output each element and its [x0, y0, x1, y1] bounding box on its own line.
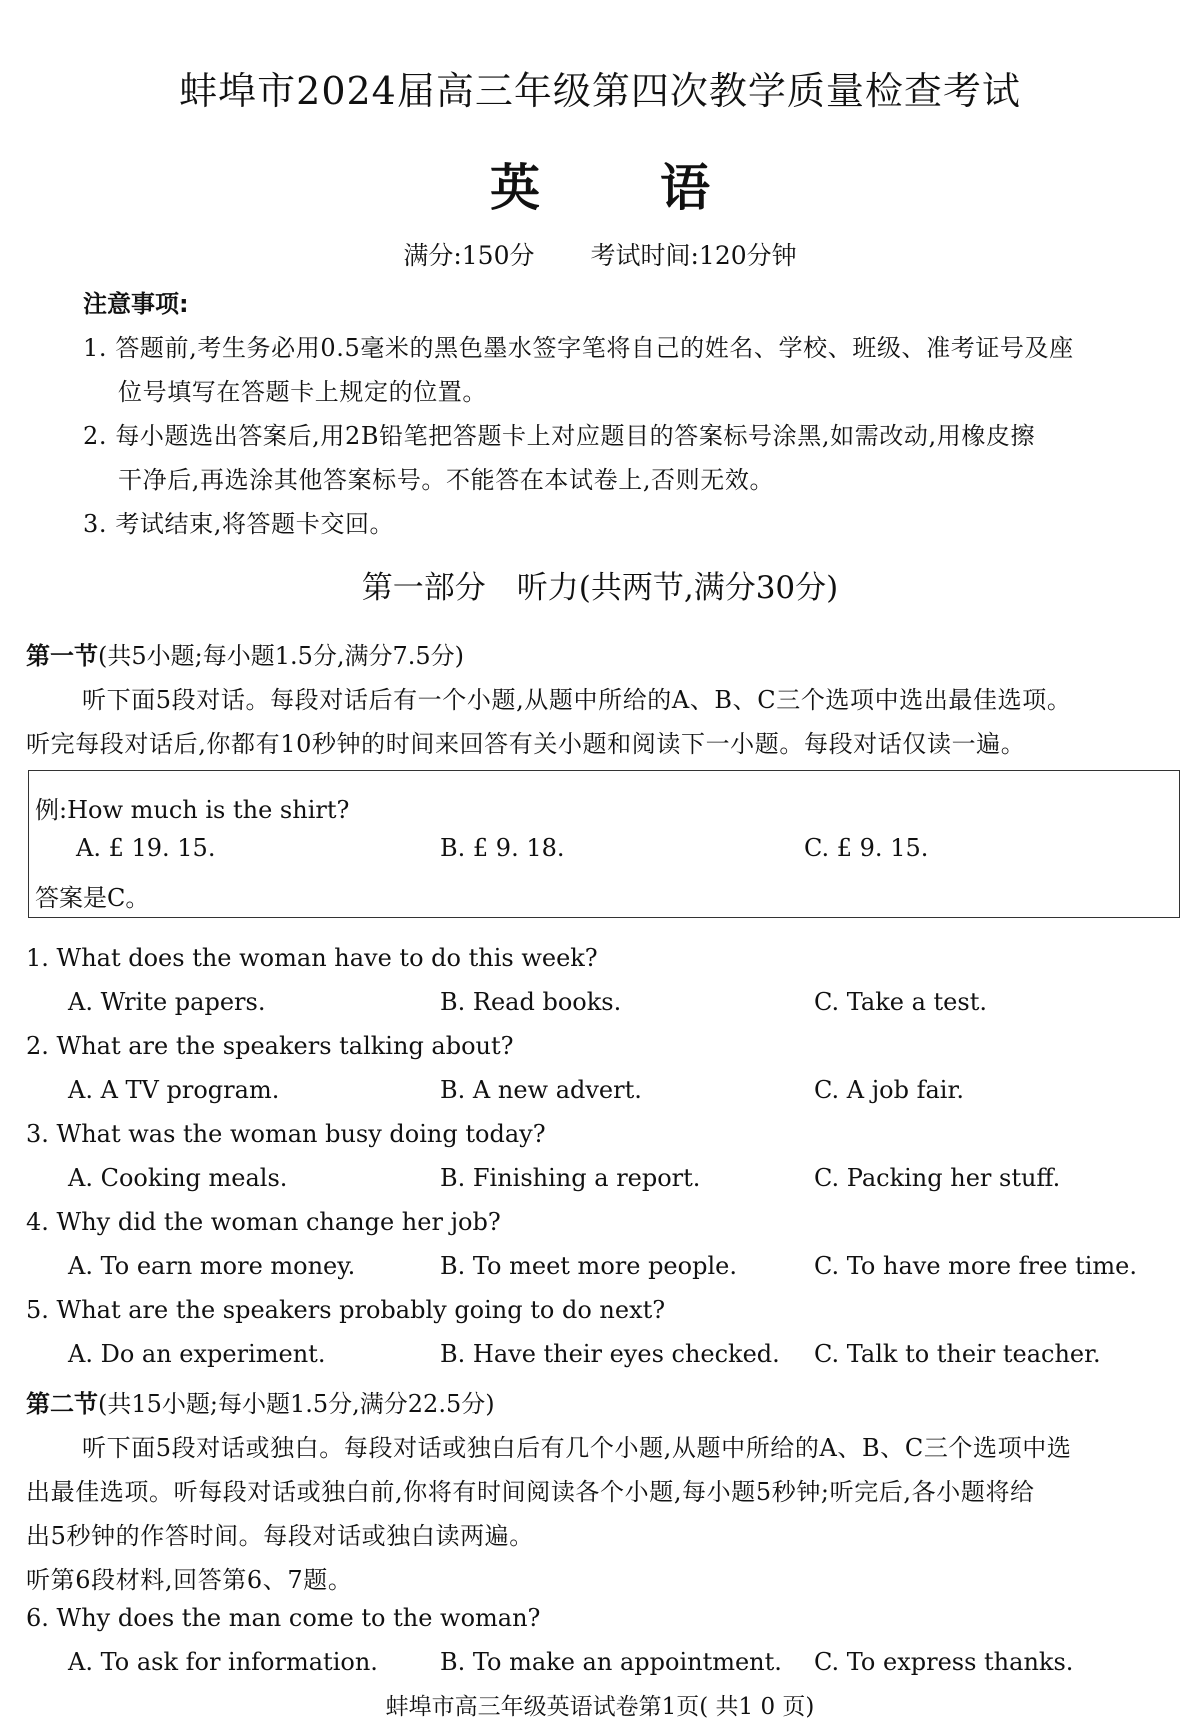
section-one-instruction-2: 听完每段对话后,你都有10秒钟的时间来回答有关小题和阅读下一小题。每段对话仅读一遍。: [26, 730, 1026, 758]
note-1-line-1: 1. 答题前,考生务必用0.5毫米的黑色墨水签字笔将自己的姓名、学校、班级、准考证号及座: [83, 334, 1074, 362]
section-two-info: (共15小题;每小题1.5分,满分22.5分): [98, 1390, 495, 1418]
section-two-instruction-2: 出最佳选项。听每段对话或独白前,你将有时间阅读各个小题,每小题5秒钟;听完后,各小题将给: [26, 1478, 1035, 1506]
question-1-option-a: A. Write papers.: [68, 988, 266, 1016]
note-2-line-1: 2. 每小题选出答案后,用2B铅笔把答题卡上对应题目的答案标号涂黑,如需改动,用橡皮擦: [83, 422, 1036, 450]
question-4: 4. Why did the woman change her job?: [26, 1208, 501, 1236]
exam-title: 蚌埠市2024届高三年级第四次教学质量检查考试: [179, 69, 1021, 113]
full-score: 满分:150分: [403, 241, 535, 270]
question-5-option-a: A. Do an experiment.: [68, 1340, 326, 1368]
example-option-b: B. £ 9. 18.: [440, 834, 565, 862]
question-2: 2. What are the speakers talking about?: [26, 1032, 514, 1060]
question-1: 1. What does the woman have to do this week?: [26, 944, 598, 972]
note-1-line-2: 位号填写在答题卡上规定的位置。: [118, 378, 487, 406]
question-6-option-a: A. To ask for information.: [68, 1648, 378, 1676]
question-3-option-a: A. Cooking meals.: [68, 1164, 288, 1192]
question-5-option-b: B. Have their eyes checked.: [440, 1340, 780, 1368]
question-2-option-b: B. A new advert.: [440, 1076, 642, 1104]
note-3: 3. 考试结束,将答题卡交回。: [83, 510, 395, 538]
subject-title: [0, 148, 1200, 220]
section-two-instruction-1: 听下面5段对话或独白。每段对话或独白后有几个小题,从题中所给的A、B、C三个选项中选: [82, 1434, 1072, 1462]
part-one-title: 第一部分 听力(共两节,满分30分): [361, 570, 839, 606]
question-2-option-a: A. A TV program.: [68, 1076, 280, 1104]
page-footer: 蚌埠市高三年级英语试卷第1页( 共1 0 页): [385, 1694, 815, 1720]
section-one-instruction-1: 听下面5段对话。每段对话后有一个小题,从题中所给的A、B、C三个选项中选出最佳选项。: [82, 686, 1072, 714]
question-5-option-c: C. Talk to their teacher.: [814, 1340, 1101, 1368]
question-6-option-c: C. To express thanks.: [814, 1648, 1074, 1676]
question-4-option-b: B. To meet more people.: [440, 1252, 737, 1280]
section-two-label: 第二节: [26, 1390, 98, 1418]
note-2-line-2: 干净后,再选涂其他答案标号。不能答在本试卷上,否则无效。: [118, 466, 775, 494]
question-1-option-c: C. Take a test.: [814, 988, 987, 1016]
subject-char-1: 英: [490, 159, 540, 217]
question-4-option-c: C. To have more free time.: [814, 1252, 1137, 1280]
subject-char-2: 语: [660, 159, 710, 217]
question-6-option-b: B. To make an appointment.: [440, 1648, 782, 1676]
question-4-option-a: A. To earn more money.: [68, 1252, 356, 1280]
section-one-heading: [26, 636, 464, 671]
notes-heading: 注意事项:: [83, 290, 189, 318]
question-3: 3. What was the woman busy doing today?: [26, 1120, 546, 1148]
section-one-label: 第一节: [26, 642, 98, 670]
question-6: 6. Why does the man come to the woman?: [26, 1604, 541, 1632]
exam-time: 考试时间:120分钟: [590, 241, 797, 270]
exam-meta: [0, 236, 1200, 272]
section-two-heading: [26, 1384, 495, 1419]
example-option-a: A. £ 19. 15.: [76, 834, 216, 862]
section-two-instruction-3: 出5秒钟的作答时间。每段对话或独白读两遍。: [26, 1522, 534, 1550]
material-note: 听第6段材料,回答第6、7题。: [26, 1566, 353, 1594]
section-one-info: (共5小题;每小题1.5分,满分7.5分): [98, 642, 465, 670]
question-5: 5. What are the speakers probably going to do next?: [26, 1296, 666, 1324]
example-option-c: C. £ 9. 15.: [804, 834, 929, 862]
question-2-option-c: C. A job fair.: [814, 1076, 964, 1104]
example-answer: 答案是C。: [35, 884, 150, 912]
question-1-option-b: B. Read books.: [440, 988, 622, 1016]
question-3-option-c: C. Packing her stuff.: [814, 1164, 1061, 1192]
example-question: 例:How much is the shirt?: [35, 796, 350, 824]
question-3-option-b: B. Finishing a report.: [440, 1164, 701, 1192]
